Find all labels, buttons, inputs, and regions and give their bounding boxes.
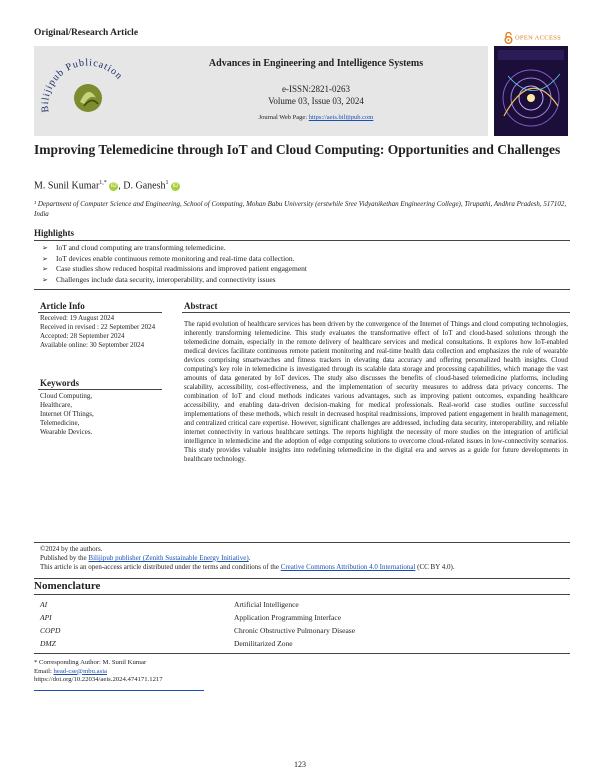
author-1-superscript: 1,* <box>99 180 107 186</box>
license-line <box>40 563 570 572</box>
nomenclature-table <box>40 598 570 650</box>
keyword-item: Cloud Computing, <box>40 392 93 400</box>
author-1-name: M. Sunil Kumar <box>34 180 100 192</box>
journal-name: Advances in Engineering and Intelligence Systems <box>208 58 424 69</box>
keyword-item: Healthcare, <box>40 401 73 409</box>
keywords-list <box>40 392 160 437</box>
author-2-name: D. Ganesh <box>123 180 166 192</box>
abstract-heading: Abstract <box>184 301 218 311</box>
nomenclature-full: Artificial Intelligence <box>234 600 299 609</box>
orcid-icon[interactable]: iD <box>110 182 117 189</box>
highlights-top-rule <box>34 240 570 241</box>
nomenclature-row <box>40 598 570 611</box>
keyword-item: Wearable Devices. <box>40 428 93 436</box>
email-label: Email: <box>34 667 54 675</box>
nomenclature-heading: Nomenclature <box>34 580 101 592</box>
highlights-list <box>56 243 556 285</box>
nomenclature-full: Application Programming Interface <box>234 613 342 622</box>
copyright-line: ©2024 by the authors. <box>40 545 103 553</box>
open-access-lock-icon <box>504 32 513 44</box>
author-list <box>34 180 180 191</box>
article-type: Original/Research Article <box>34 28 139 38</box>
nomenclature-top-rule <box>34 578 570 579</box>
nomenclature-abbr: AI <box>40 600 48 609</box>
keywords-rule <box>38 389 162 390</box>
keyword-item: Telemedicine, <box>40 419 80 427</box>
article-info-rule <box>38 312 162 313</box>
journal-web-line <box>146 114 486 121</box>
accepted-date: Accepted: 28 September 2024 <box>40 332 125 340</box>
nomenclature-full: Chronic Obstructive Pulmonary Disease <box>234 626 356 635</box>
journal-issn-block <box>146 83 486 107</box>
online-date: Available online: 30 September 2024 <box>40 341 145 349</box>
author-2-superscript: 1 <box>165 180 169 186</box>
highlights-bottom-rule <box>34 289 570 290</box>
orcid-icon[interactable]: iD <box>172 182 179 189</box>
publisher-logo <box>34 46 142 136</box>
received-date: Received: 19 August 2024 <box>40 314 115 322</box>
publisher-logo-text: Bilijipub Publication <box>39 57 125 113</box>
license-link[interactable]: Creative Commons Attribution 4.0 International <box>280 563 416 571</box>
abstract-text: The rapid evolution of healthcare services has been driven by the convergence of the Internet of Things and cloud computing technologies, inherently transforming telemedicine. This study evaluates the transformative effect of IoT and cloud-based solutions through the telemedicine domain, especially in the remote delivery of healthcare services and medical consultations. It explores how IoT-enabled medical devices facilitate continuous remote patient monitoring and real-time health data collection and emphasizes the role of wearable devices comprising smartwatches and fitness trackers in elevating data accuracy and offering personalized health insights. Cloud computing's key role in telemedicine is investigated through its scalable data storage and processing capabilities, which manage the vast amounts of data generated by IoT devices. The study also discusses the benefits of cloud-based telemedicine platforms, including scalability, accessibility, cost-effectiveness, and the implementation of security measures to address data privacy concerns. The combination of IoT and cloud methods indicates various advantages, such as improving patient outcomes, expanding healthcare accessibility, and enabling data-driven decision-making for medical professionals. Real-world case studies outline successful implementations of these methods, which result in decreased hospital readmissions, improved patient engagement in health management, and centralized critical care expertise. However, significant challenges are addressed, including data security, interoperability, and reliable internet connectivity in various healthcare settings. The reports highlight the necessity of more studies on the integration of artificial intelligence in telemedicine and the adoption of edge computing solutions to overcome cloud-related issues in low-connectivity scenarios. This study provides valuable insights into redefining telemedicine in the digital era and serves as a guide for future developments in healthcare technology. <box>184 321 568 463</box>
corresponding-author: * Corresponding Author: M. Sunil Kumar <box>34 659 147 666</box>
footnote-rule <box>34 690 204 691</box>
nomenclature-abbr: COPD <box>40 626 61 635</box>
affiliation: ¹ Department of Computer Science and Engineering, School of Computing, Mohan Babu University (erstwhile Sree Vidyanikethan Engineering College), Tirupathi, Andhra Pradesh, 517102, India <box>34 200 567 218</box>
highlight-item: ➢ Challenges include data security, interoperability, and connectivity issues <box>56 275 556 286</box>
publisher-suffix: . <box>248 554 251 562</box>
publisher-prefix: Published by the <box>40 554 89 562</box>
nomenclature-bottom-rule <box>34 653 570 654</box>
revised-date: Received in revised : 22 September 2024 <box>40 323 156 331</box>
journal-web-label: Journal Web Page: <box>258 114 308 121</box>
article-info-dates <box>40 314 160 350</box>
journal-web-link[interactable]: https://aeis.bilijipub.com <box>308 114 374 121</box>
highlight-item: ➢ Case studies show reduced hospital readmissions and improved patient engagement <box>56 264 556 275</box>
copyright-top-rule <box>34 542 570 543</box>
highlight-item: ➢ IoT devices enable continuous remote monitoring and real-time data collection. <box>56 254 556 265</box>
publisher-link[interactable]: Bilijipub publisher (Zenith Sustainable Energy Initiative) <box>88 554 249 562</box>
open-access-badge <box>504 32 561 44</box>
abstract-rule <box>182 312 570 313</box>
highlights-heading: Highlights <box>34 228 75 238</box>
doi-link[interactable]: https://doi.org/10.22034/aeis.2024.474171.1217 <box>34 676 163 684</box>
nomenclature-row <box>40 611 570 624</box>
author-separator: , <box>118 180 124 192</box>
publisher-line <box>40 554 570 563</box>
article-info-heading: Article Info <box>40 301 85 311</box>
keywords-heading: Keywords <box>40 378 79 388</box>
keyword-item: Internet Of Things, <box>40 410 94 418</box>
nomenclature-abbr: API <box>40 613 52 622</box>
nomenclature-heading-rule <box>34 594 570 595</box>
license-prefix: This article is an open-access article distributed under the terms and conditions of the <box>40 563 281 571</box>
nomenclature-row <box>40 624 570 637</box>
open-access-label: OPEN ACCESS <box>514 34 562 42</box>
journal-eissn: e-ISSN:2821-0263 <box>282 84 350 94</box>
email-line <box>34 668 334 677</box>
nomenclature-row <box>40 637 570 650</box>
copyright-block <box>40 545 570 572</box>
license-suffix: (CC BY 4.0). <box>415 563 455 571</box>
nomenclature-abbr: DMZ <box>40 639 56 648</box>
journal-volume: Volume 03, Issue 03, 2024 <box>268 96 364 106</box>
corresponding-footnote <box>34 659 334 685</box>
paper-title: Improving Telemedicine through IoT and Cloud Computing: Opportunities and Challenges <box>34 142 561 157</box>
highlight-item: ➢ IoT and cloud computing are transforming telemedicine. <box>56 243 556 254</box>
page-number: 123 <box>294 760 306 769</box>
email-link[interactable]: head-cse@mbu.asia <box>53 667 108 675</box>
nomenclature-full: Demilitarized Zone <box>234 639 293 648</box>
journal-cover-image <box>494 46 568 136</box>
